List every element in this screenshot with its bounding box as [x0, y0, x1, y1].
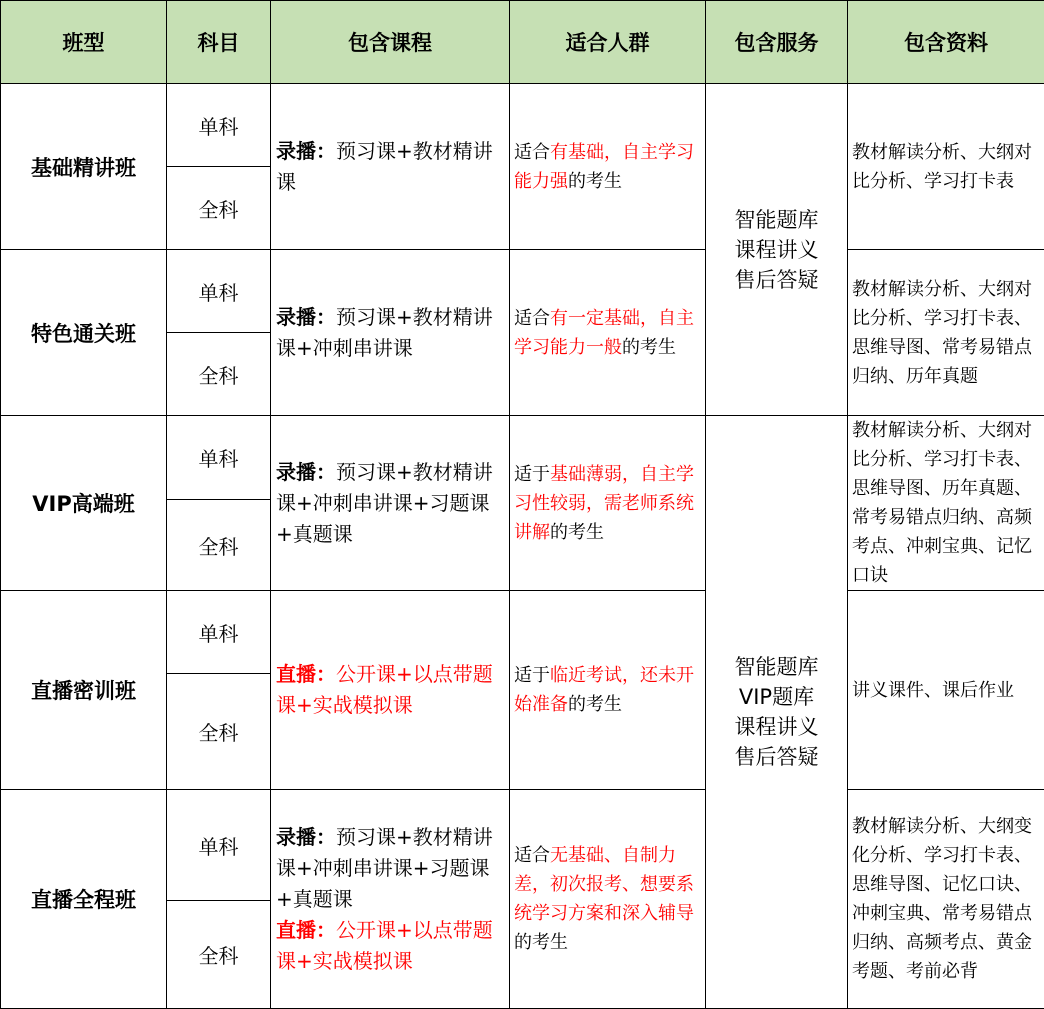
services-cell — [706, 416, 848, 1009]
recorded-label: 录播： — [276, 304, 336, 329]
service-item: 课程讲义 — [734, 715, 819, 739]
courses-cell — [271, 250, 510, 416]
audience-cell — [510, 416, 706, 591]
subject-single: 单科 — [167, 250, 271, 333]
live-courses: 公开课+以点带题课+实战模拟课 — [276, 917, 493, 973]
subject-full: 全科 — [167, 167, 271, 250]
recorded-courses: 预习课+教材精讲课+冲刺串讲课 — [276, 304, 493, 360]
materials-cell: 教材解读分析、大纲变化分析、学习打卡表、思维导图、记忆口诀、冲刺宝典、常考易错点归纳、高频考点、黄金考题、考前必背 — [848, 790, 1044, 1009]
audience-prefix: 适合 — [514, 307, 550, 329]
table-row — [1, 84, 1044, 167]
audience-highlight: 有基础，自主学习能力强 — [514, 141, 694, 192]
courses-cell — [271, 84, 510, 250]
courses-cell — [271, 591, 510, 790]
class-name: 直播密训班 — [1, 591, 167, 790]
header-audience: 适合人群 — [510, 1, 706, 84]
live-courses: 公开课+以点带题课+实战模拟课 — [276, 662, 493, 717]
audience-prefix: 适合 — [514, 845, 550, 866]
class-name: 直播全程班 — [1, 790, 167, 1009]
audience-prefix: 适于 — [514, 665, 550, 686]
service-item: 课程讲义 — [734, 237, 819, 262]
header-subject: 科目 — [167, 1, 271, 84]
service-item: 售后答疑 — [734, 267, 819, 292]
courses-cell — [271, 416, 510, 591]
subject-single: 单科 — [167, 790, 271, 901]
audience-cell — [510, 790, 706, 1009]
header-class-type: 班型 — [1, 1, 167, 84]
class-name: 基础精讲班 — [1, 84, 167, 250]
recorded-label: 录播： — [276, 824, 336, 849]
audience-suffix: 的考生 — [514, 932, 568, 953]
subject-full: 全科 — [167, 901, 271, 1009]
recorded-courses: 预习课+教材精讲课+冲刺串讲课+习题课+真题课 — [276, 824, 493, 911]
table-row — [1, 416, 1044, 500]
audience-cell — [510, 84, 706, 250]
audience-cell — [510, 591, 706, 790]
subject-single: 单科 — [167, 591, 271, 674]
audience-prefix: 适于 — [514, 463, 550, 485]
class-name: 特色通关班 — [1, 250, 167, 416]
table-row — [1, 790, 1044, 901]
live-label: 直播： — [276, 662, 336, 686]
materials-cell: 教材解读分析、大纲对比分析、学习打卡表、思维导图、常考易错点归纳、历年真题 — [848, 250, 1044, 416]
audience-highlight: 基础薄弱，自主学习性较弱，需老师系统讲解 — [514, 463, 694, 543]
recorded-label: 录播： — [276, 138, 336, 163]
header-services: 包含服务 — [706, 1, 848, 84]
materials-cell: 教材解读分析、大纲对比分析、学习打卡表、思维导图、历年真题、常考易错点归纳、高频考点、冲刺宝典、记忆口诀 — [848, 416, 1044, 591]
service-item: 售后答疑 — [734, 745, 819, 769]
service-item: VIP题库 — [738, 685, 815, 709]
recorded-courses: 预习课+教材精讲课 — [276, 138, 493, 194]
header-materials: 包含资料 — [848, 1, 1044, 84]
audience-prefix: 适合 — [514, 141, 550, 163]
materials-cell: 讲义课件、课后作业 — [848, 591, 1044, 790]
audience-highlight: 无基础、自制力差，初次报考、想要系统学习方案和深入辅导 — [514, 845, 694, 924]
table-row — [1, 591, 1044, 674]
audience-highlight: 有一定基础，自主学习能力一般 — [514, 307, 694, 358]
recorded-courses: 预习课+教材精讲课+冲刺串讲课+习题课+真题课 — [276, 459, 493, 546]
subject-single: 单科 — [167, 416, 271, 500]
audience-suffix: 的考生 — [568, 170, 622, 192]
services-cell — [706, 84, 848, 416]
service-item: 智能题库 — [734, 655, 819, 679]
table-row — [1, 250, 1044, 333]
audience-suffix: 的考生 — [622, 336, 676, 358]
audience-cell — [510, 250, 706, 416]
service-item: 智能题库 — [734, 207, 819, 232]
materials-cell: 教材解读分析、大纲对比分析、学习打卡表 — [848, 84, 1044, 250]
recorded-label: 录播： — [276, 459, 336, 484]
class-name: VIP高端班 — [1, 416, 167, 591]
header-courses: 包含课程 — [271, 1, 510, 84]
header-row — [1, 1, 1044, 84]
audience-suffix: 的考生 — [550, 521, 604, 543]
subject-full: 全科 — [167, 674, 271, 790]
subject-single: 单科 — [167, 84, 271, 167]
audience-suffix: 的考生 — [568, 694, 622, 715]
courses-cell — [271, 790, 510, 1009]
subject-full: 全科 — [167, 333, 271, 416]
live-label: 直播： — [276, 917, 336, 942]
subject-full: 全科 — [167, 500, 271, 591]
audience-highlight: 临近考试，还未开始准备 — [514, 665, 694, 715]
